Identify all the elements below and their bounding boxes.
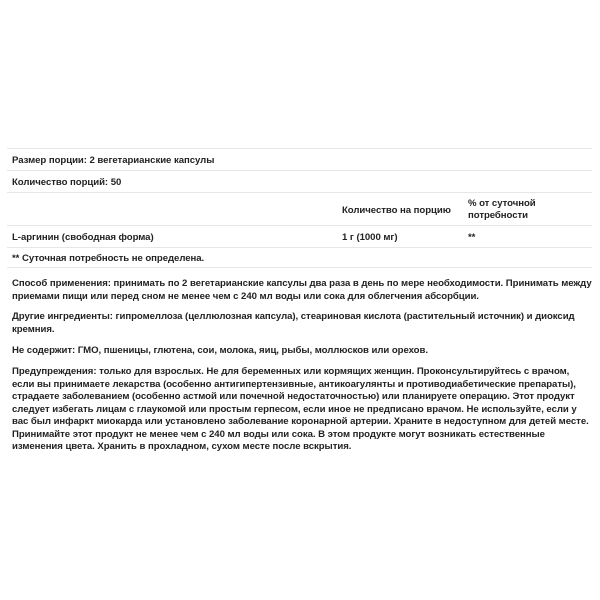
column-header-daily-value: % от суточной потребности <box>468 198 536 221</box>
supplement-facts-table <box>7 148 592 268</box>
ingredient-name: L-аргинин (свободная форма) <box>12 232 154 243</box>
usage-text: Способ применения: принимать по 2 вегетарианские капсулы два раза в день по мере необходимости. Принимать между приемами пищи или перед сном не менее чем с 240 мл воды или сока для облегчения абсорбции. <box>12 278 592 302</box>
ingredient-amount: 1 г (1000 мг) <box>342 232 398 243</box>
other-ingredients-section <box>12 311 592 336</box>
warnings-section <box>12 366 592 454</box>
usage-section <box>12 278 592 303</box>
servings-count-row <box>7 170 592 192</box>
table-row <box>7 225 592 247</box>
other-ingredients-text: Другие ингредиенты: гипромеллоза (целлюлозная капсула), стеариновая кислота (растительный источник) и диоксид кремния. <box>12 311 575 335</box>
free-of-section <box>12 345 592 358</box>
ingredient-daily-value: ** <box>468 232 476 243</box>
serving-size-row <box>7 148 592 170</box>
footnote-row <box>7 247 592 268</box>
servings-count: Количество порций: 50 <box>12 177 122 188</box>
serving-size: Размер порции: 2 вегетарианские капсулы <box>12 155 215 166</box>
footnote: ** Суточная потребность не определена. <box>12 253 205 264</box>
table-header <box>7 192 592 225</box>
warnings-text: Предупреждения: только для взрослых. Не для беременных или кормящих женщин. Проконсультируйтесь с врачом, если вы принимаете лекарства (особенно антигипертензивные, антикоагулянты и противодиабетические препараты), страдаете заболеванием (особенно астмой или почечной недостаточностью) или планируете операцию. Этот продукт следует избегать лицам с глаукомой или простым герпесом, если иное не предписано врачом. Не используйте, если у вас был инфаркт миокарда или установлено заболевание коронарной артерии. Храните в недоступном для детей месте. Принимайте этот продукт не менее чем с 240 мл воды или сока. В этом продукте могут возникать естественные изменения цвета. Хранить в прохладном, сухом месте после вскрытия. <box>12 366 589 452</box>
free-of-text: Не содержит: ГМО, пшеницы, глютена, сои, молока, яиц, рыбы, моллюсков или орехов. <box>12 345 428 356</box>
column-header-amount: Количество на порцию <box>342 205 451 216</box>
